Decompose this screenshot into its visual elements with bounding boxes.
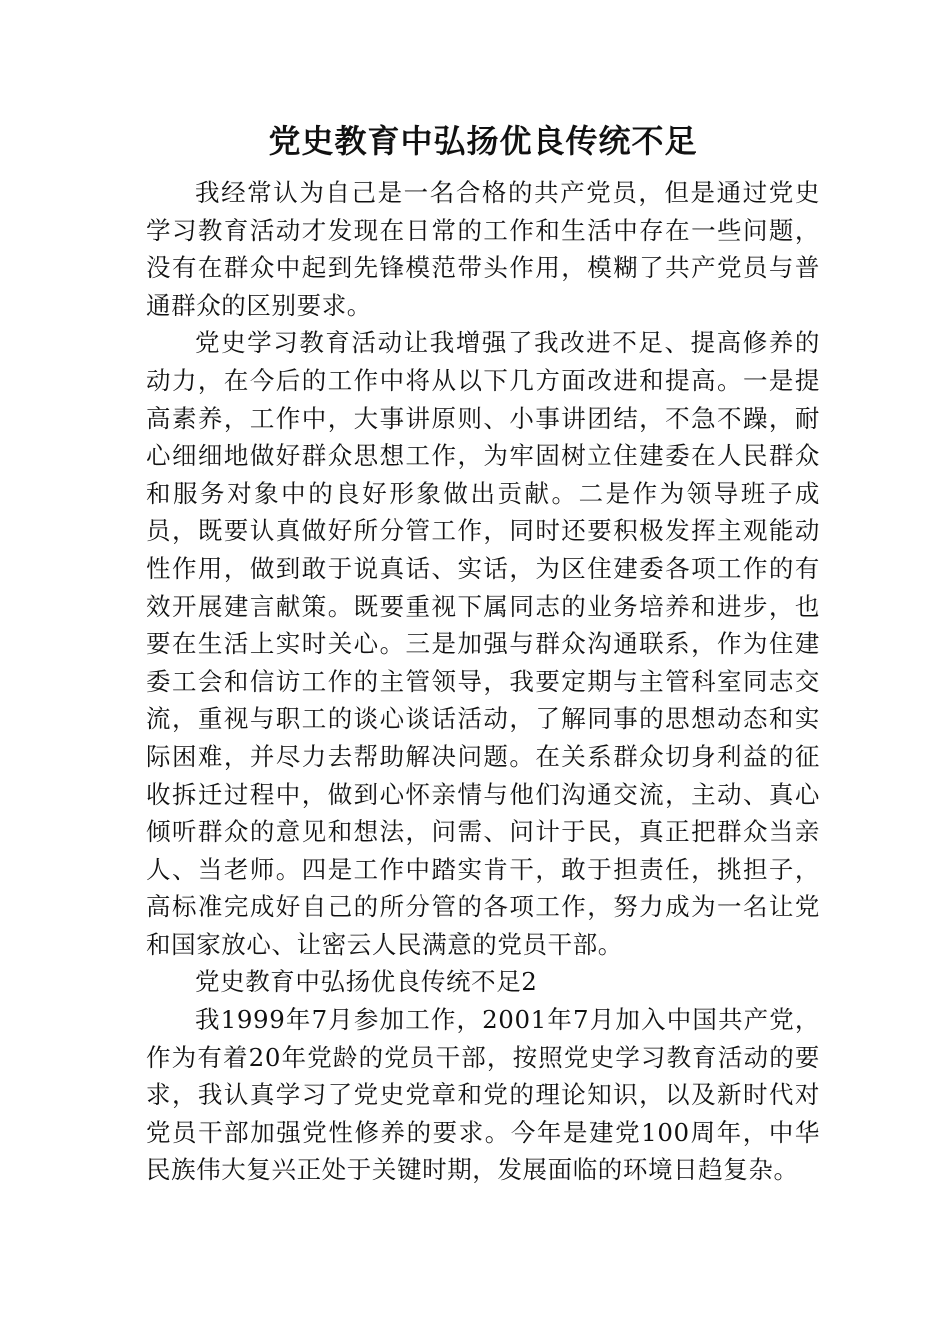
paragraph-1: 我经常认为自己是一名合格的共产党员，但是通过党史学习教育活动才发现在日常的工作和生活中存在一些问题，没有在群众中起到先锋模范带头作用，模糊了共产党员与普通群众的区别要求。 bbox=[146, 178, 820, 320]
paragraph-2: 党史学习教育活动让我增强了我改进不足、提高修养的动力，在今后的工作中将从以下几方面改进和提高。一是提高素养，工作中，大事讲原则、小事讲团结，不急不躁，耐心细细地做好群众思想工作，为牢固树立住建委在人民群众和服务对象中的良好形象做出贡献。二是作为领导班子成员，既要认真做好所分管工作，同时还要积极发挥主观能动性作用，做到敢于说真话、实话，为区住建委各项工作的有效开展建言献策。既要重视下属同志的业务培养和进步，也要在生活上实时关心。三是加强与群众沟通联系，作为住建委工会和信访工作的主管领导，我要定期与主管科室同志交流，重视与职工的谈心谈话活动，了解同事的思想动态和实际困难，并尽力去帮助解决问题。在关系群众切身利益的征收拆迁过程中，做到心怀亲情与他们沟通交流，主动、真心倾听群众的意见和想法，问需、问计于民，真正把群众当亲人、当老师。四是工作中踏实肯干，敢于担责任，挑担子，高标准完成好自己的所分管的各项工作，努力成为一名让党和国家放心、让密云人民满意的党员干部。 bbox=[146, 328, 820, 959]
paragraph-3: 我1999年7月参加工作，2001年7月加入中国共产党，作为有着20年党龄的党员干部，按照党史学习教育活动的要求，我认真学习了党史党章和党的理论知识，以及新时代对党员干部加强党性修养的要求。今年是建党100周年，中华民族伟大复兴正处于关键时期，发展面临的环境日趋复杂。 bbox=[146, 1005, 820, 1185]
section-subtitle: 党史教育中弘扬优良传统不足2 bbox=[195, 967, 538, 997]
document-title: 党史教育中弘扬优良传统不足 bbox=[268, 122, 698, 160]
document-page bbox=[146, 118, 820, 1189]
